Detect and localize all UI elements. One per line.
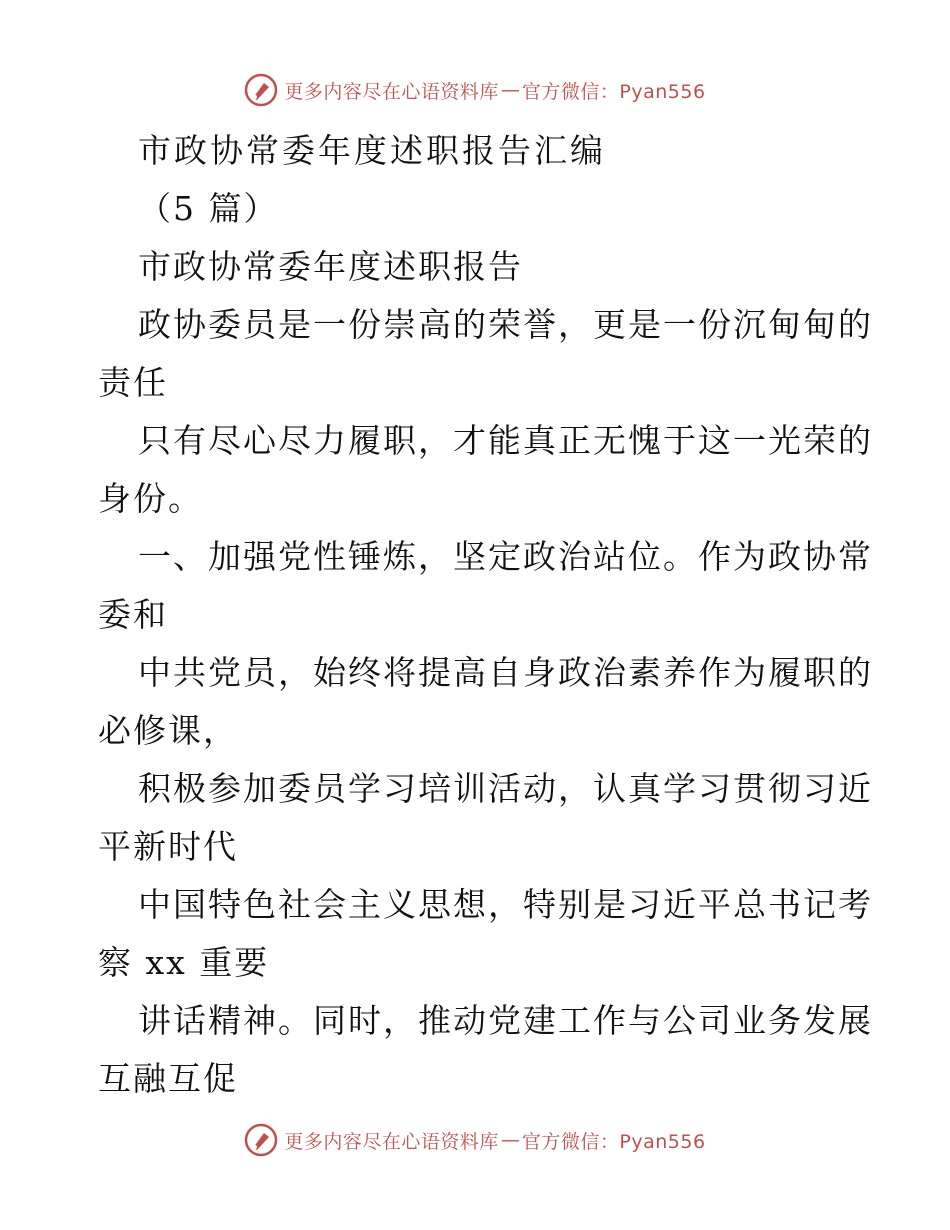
paragraph-line: 中共党员，始终将提高自身政治素养作为履职的 (138, 653, 873, 692)
paragraph-line: 政协委员是一份崇高的荣誉，更是一份沉甸甸的 (138, 305, 873, 344)
paragraph-line: 责任 (98, 363, 168, 402)
watermark-suffix: 官方微信：Pyan556 (521, 80, 706, 103)
pen-nib-icon (244, 1123, 278, 1157)
document-title: 市政协常委年度述职报告汇编 (138, 131, 606, 170)
paragraph-line: 身份。 (98, 479, 203, 518)
watermark-suffix: 官方微信：Pyan556 (521, 1130, 706, 1153)
paragraph-line: 互融互促 (98, 1059, 238, 1098)
watermark-text: 更多内容尽在心语资料库 (284, 80, 499, 103)
watermark-text: 更多内容尽在心语资料库 (284, 1130, 499, 1153)
watermark-dash: — (500, 1129, 520, 1151)
paragraph-line: 委和 (98, 595, 168, 634)
paragraph-line: 必修课， (98, 711, 238, 750)
document-body (98, 122, 873, 1108)
footer-watermark (0, 1120, 950, 1160)
pen-nib-icon (244, 73, 278, 107)
paragraph-line: 讲话精神。同时，推动党建工作与公司业务发展 (138, 1001, 873, 1040)
paragraph-line: 中国特色社会主义思想，特别是习近平总书记考 (138, 885, 873, 924)
paragraph-line: 一、加强党性锤炼，坚定政治站位。作为政协常 (138, 537, 873, 576)
paragraph-line: 察 xx 重要 (98, 943, 270, 982)
paragraph-line: 只有尽心尽力履职，才能真正无愧于这一光荣的 (138, 421, 873, 460)
document-subtitle: （5 篇） (138, 189, 279, 228)
header-watermark (0, 70, 950, 110)
watermark-dash: — (500, 79, 520, 101)
paragraph-line: 积极参加委员学习培训活动，认真学习贯彻习近 (138, 769, 873, 808)
paragraph-line: 平新时代 (98, 827, 238, 866)
section-title: 市政协常委年度述职报告 (138, 247, 523, 286)
